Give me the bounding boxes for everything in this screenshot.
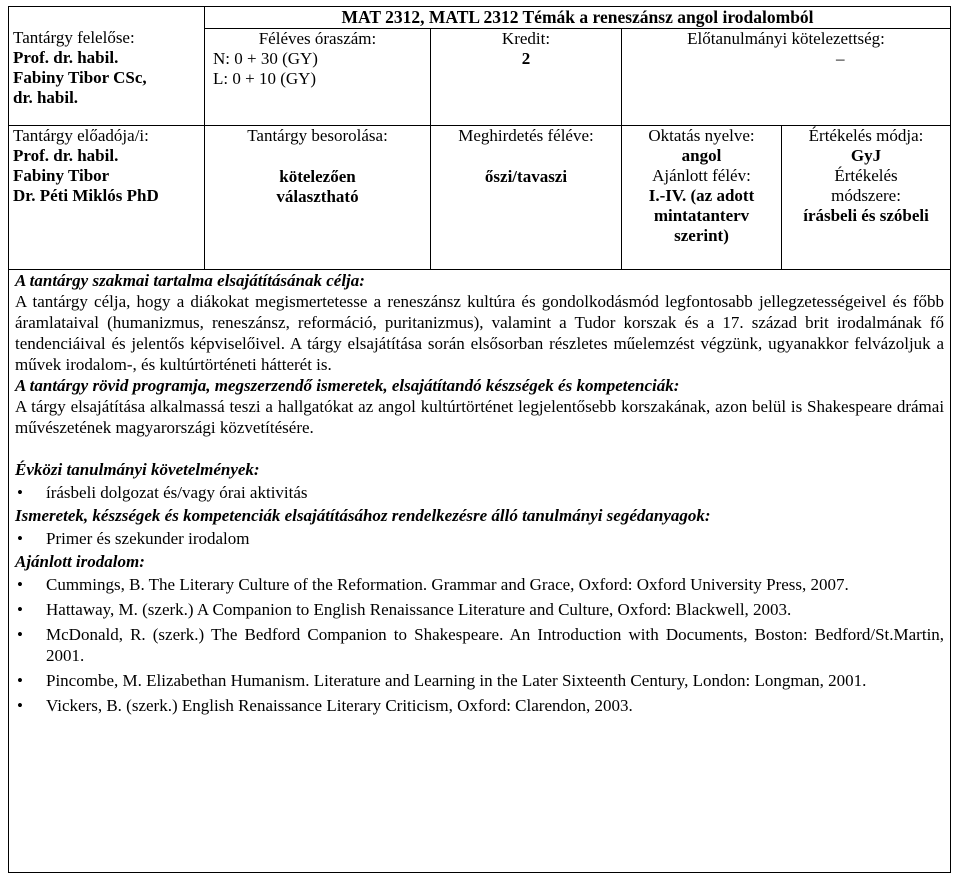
nyelv-cell: [622, 126, 782, 270]
ertekeles-value: GyJ: [850, 146, 882, 165]
irodalom-item-4: • Pincombe, M. Elizabethan Humanism. Literature and Learning in the Later Sixteenth Century, London: Longman, 2001.: [15, 670, 944, 691]
kredit-label: Kredit:: [501, 29, 551, 48]
besorolas-label: Tantárgy besorolása:: [247, 126, 388, 145]
evkozi-heading: Évközi tanulmányi követelmények:: [15, 460, 260, 479]
segedanyag-heading: Ismeretek, készségek és kompetenciák elsajátításához rendelkezésre álló tanulmányi segédanyagok:: [15, 506, 711, 525]
nyelv-label: Oktatás nyelve:: [648, 126, 755, 145]
program-heading: A tantárgy rövid programja, megszerzendő ismeretek, elsajátítandó készségek és kompetenciák:: [15, 376, 680, 395]
course-title: MAT 2312, MATL 2312 Témák a reneszánsz angol irodalomból: [205, 7, 951, 29]
meghirdetes-value: őszi/tavaszi: [484, 167, 568, 186]
cel-text: A tantárgy célja, hogy a diákokat megismertetesse a reneszánsz kultúra és gondolkodásmód legfontosabb jellegzetességeivel és főbb áramlataival (humanizmus, reneszánsz, reformáció, puritanizmus), valamint a Tudor korszak és a 17. század brit irodalmának fő tendenciáival és jelentős képviselőivel. A tárgy elsajátítása során elsősorban részletes műelemzést végzünk, ugyanakkor felvázoljuk a művek irodalom-, és kultúrtörténeti hátterét is.: [15, 292, 945, 374]
felelos-name-line-2: Fabiny Tibor CSc,: [13, 68, 147, 87]
irodalom-heading: Ajánlott irodalom:: [15, 552, 145, 571]
felev-rest-1: (az adott: [690, 186, 755, 205]
meghirdetes-cell: [431, 126, 622, 270]
modszer-value: írásbeli és szóbeli: [803, 206, 929, 225]
eloado-name-line-3: Dr. Péti Miklós PhD: [13, 186, 159, 205]
segedanyag-item: • Primer és szekunder irodalom: [15, 528, 944, 549]
ertekeles-cell: [782, 126, 951, 270]
description-cell: [9, 270, 951, 873]
oraszam-n: [209, 49, 426, 69]
oraszam-l-text: L: 0 + 10 (GY): [213, 69, 317, 88]
segedanyag-list: [15, 528, 944, 549]
felev-rest-3: szerint): [674, 226, 729, 245]
elotanulmany-cell: [622, 29, 951, 126]
kredit-cell: [431, 29, 622, 126]
eloado-cell: [9, 126, 205, 270]
oraszam-label: Féléves óraszám:: [258, 29, 377, 48]
felev-label: Ajánlott félév:: [652, 166, 751, 185]
felev-rest-2: mintatanterv: [653, 206, 750, 225]
felelos-name-line-3: dr. habil.: [13, 88, 79, 107]
evkozi-item: • írásbeli dolgozat és/vagy órai aktivitás: [15, 482, 944, 503]
kredit-value: 2: [521, 49, 531, 68]
nyelv-value: angol: [681, 146, 722, 165]
oraszam-n-text: N: 0 + 30 (GY): [213, 49, 318, 68]
program-text: A tárgy elsajátítása alkalmassá teszi a hallgatókat az angol kultúrtörténet legjelentősebb korszakának, azon belül is Shakespeare drámai művészetének magyarországi közvetítésére.: [15, 397, 945, 437]
besorolas-cell: [205, 126, 431, 270]
besorolas-value-line-1: kötelezően: [279, 167, 356, 186]
cel-heading: A tantárgy szakmai tartalma elsajátításának célja:: [15, 271, 365, 290]
evkozi-list: [15, 482, 944, 503]
course-table: [8, 6, 951, 873]
felelos-name-line-1: Prof. dr. habil.: [13, 48, 119, 67]
felelos-label: Tantárgy felelőse:: [13, 28, 135, 47]
felelos-cell: [9, 7, 205, 126]
irodalom-item-1: • Cummings, B. The Literary Culture of the Reformation. Grammar and Grace, Oxford: Oxford University Press, 2007.: [15, 574, 944, 595]
besorolas-value-line-2: választható: [276, 187, 359, 206]
oraszam-l: [209, 69, 426, 89]
elotanulmany-value: –: [836, 49, 845, 68]
oraszam-cell: [205, 29, 431, 126]
irodalom-item-2: • Hattaway, M. (szerk.) A Companion to English Renaissance Literature and Culture, Oxford: Blackwell, 2003.: [15, 599, 944, 620]
meghirdetes-label: Meghirdetés féléve:: [458, 126, 594, 145]
eloado-label: Tantárgy előadója/i:: [13, 126, 149, 145]
irodalom-item-5: • Vickers, B. (szerk.) English Renaissance Literary Criticism, Oxford: Clarendon, 2003.: [15, 695, 944, 716]
felev-bold: I.-IV.: [648, 186, 687, 205]
felev-line-1: [626, 186, 777, 206]
modszer-label-line-1: Értékelés: [834, 166, 898, 185]
modszer-label-line-2: módszere:: [831, 186, 901, 205]
eloado-name-line-1: Prof. dr. habil.: [13, 146, 119, 165]
irodalom-item-3: • McDonald, R. (szerk.) The Bedford Companion to Shakespeare. An Introduction with Documents, Boston: Bedford/St.Martin, 2001.: [15, 624, 944, 666]
elotanulmany-label: Előtanulmányi kötelezettség:: [687, 29, 885, 48]
eloado-name-line-2: Fabiny Tibor: [13, 166, 110, 185]
irodalom-list: [15, 574, 944, 716]
ertekeles-label: Értékelés módja:: [808, 126, 924, 145]
